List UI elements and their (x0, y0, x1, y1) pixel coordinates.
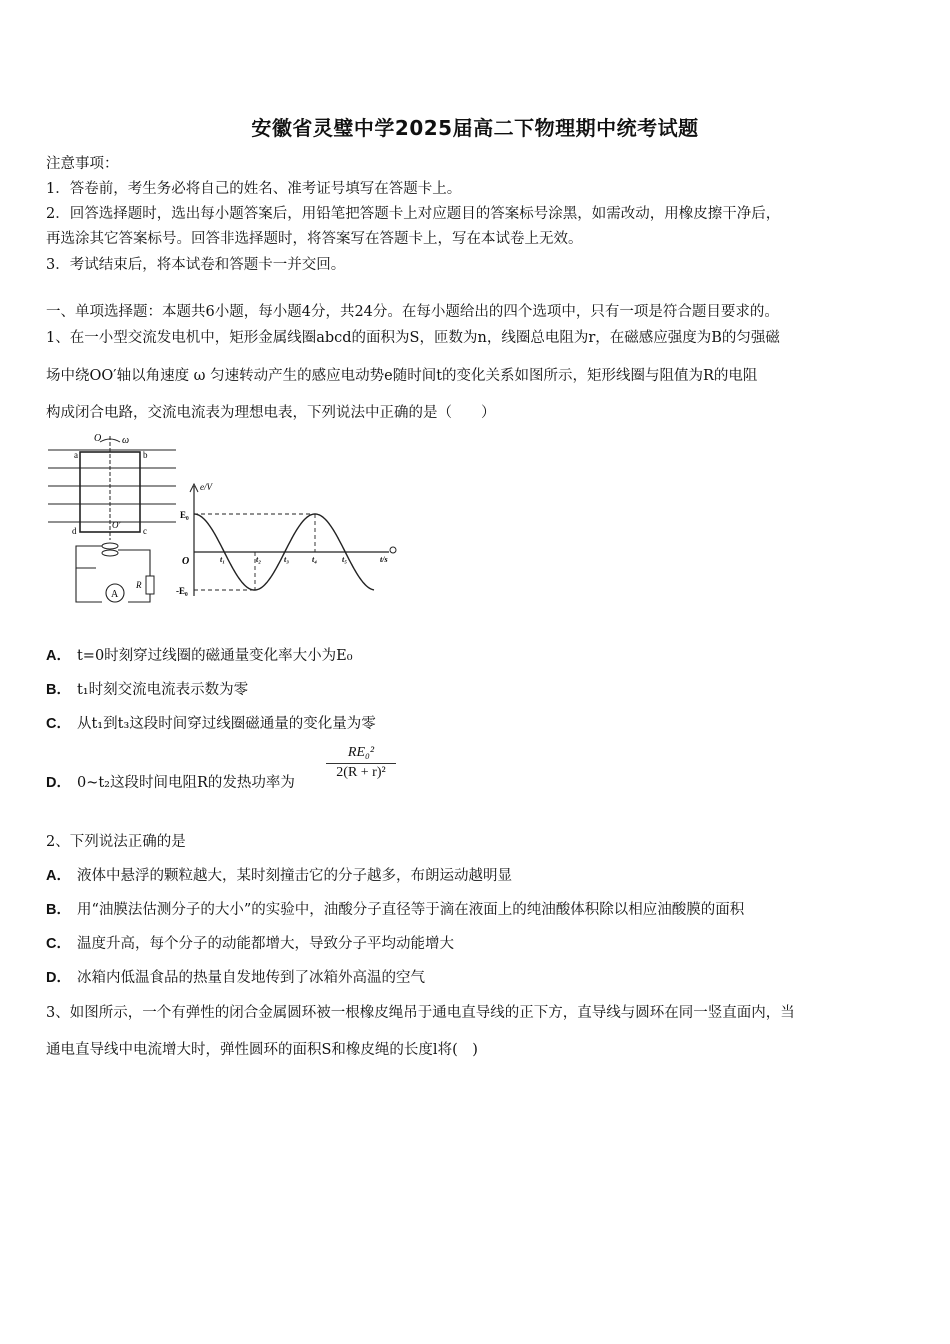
e0-label: E₀ (180, 510, 189, 520)
question-3-line: 通电直导线中电流增大时，弹性圆环的面积S和橡皮绳的长度l将( ) (46, 1042, 478, 1058)
question-1-line: 1、在一小型交流发电机中，矩形金属线圈abcd的面积为S，匝数为n，线圈总电阻为r，在磁感应强度为B的匀强磁 (46, 330, 780, 346)
option-letter: A． (46, 648, 71, 664)
rotation-arrow-icon (100, 439, 120, 442)
q1-option-c[interactable] (46, 712, 376, 733)
q2-option-d[interactable] (46, 966, 425, 987)
axis-label-o: O (94, 433, 102, 444)
emf-graph (176, 482, 396, 596)
q2-option-a[interactable] (46, 864, 512, 885)
field-lines (48, 450, 176, 522)
generator-figure (44, 428, 404, 608)
resistor-label: R (136, 580, 142, 590)
option-text: 0~t₂这段时间电阻R的发热功率为 (76, 775, 295, 791)
axis-label-o-prime: O′ (112, 520, 121, 530)
option-text: 用“油膜法估测分子的大小”的实验中，油酸分子直径等于滴在液面上的纯油酸体积除以相应油酸膜的面积 (76, 902, 745, 918)
resistor (146, 576, 154, 594)
t2-label: t₂ (256, 555, 262, 564)
corner-c: c (143, 526, 147, 536)
origin-label: O (182, 556, 190, 567)
option-text: 冰箱内低温食品的热量自发地传到了冰箱外高温的空气 (76, 970, 425, 986)
corner-a: a (74, 450, 78, 460)
power-fraction (326, 745, 396, 781)
notice-heading: 注意事项： (46, 156, 119, 172)
fraction-denominator: 2(R + r)² (336, 765, 386, 780)
option-letter: B． (46, 682, 71, 698)
q1-option-b[interactable] (46, 678, 248, 699)
neg-e0-label: -E₀ (176, 586, 188, 596)
question-1-line: 构成闭合电路，交流电流表为理想电表，下列说法中正确的是（ ） (46, 405, 496, 421)
corner-b: b (143, 450, 148, 460)
question-2-stem: 2、下列说法正确的是 (46, 834, 186, 850)
option-letter: D． (46, 970, 71, 986)
option-text: 从t₁到t₃这段时间穿过线圈磁通量的变化量为零 (76, 716, 376, 732)
option-letter: B． (46, 902, 71, 918)
option-text: 液体中悬浮的颗粒越大，某时刻撞击它的分子越多，布朗运动越明显 (76, 868, 512, 884)
t5-label: t₅ (342, 555, 348, 564)
q2-option-b[interactable] (46, 898, 744, 919)
option-text: t=0时刻穿过线圈的磁通量变化率大小为E₀ (76, 648, 353, 664)
question-1-line: 场中绕OO′轴以角速度 ω 匀速转动产生的感应电动势e随时间t的变化关系如图所示，矩形线圈与阻值为R的电阻 (46, 368, 758, 384)
corner-d: d (72, 526, 77, 536)
option-letter: A． (46, 868, 71, 884)
fraction-numerator: RE₀² (347, 745, 375, 760)
option-text: t₁时刻交流电流表示数为零 (76, 682, 249, 698)
section-heading: 一、单项选择题：本题共6小题，每小题4分，共24分。在每小题给出的四个选项中，只有一项是符合题目要求的。 (46, 304, 779, 320)
page-title: 安徽省灵璧中学2025届高二下物理期中统考试题 (251, 116, 699, 140)
question-3-line: 3、如图所示，一个有弹性的闭合金属圆环被一根橡皮绳吊于通电直导线的正下方，直导线与圆环在同一竖直面内，当 (46, 1005, 795, 1021)
q2-option-c[interactable] (46, 932, 454, 953)
axis-t-label: t/s (380, 555, 388, 564)
option-text: 温度升高，每个分子的动能都增大，导致分子平均动能增大 (76, 936, 454, 952)
notice-item: 2．回答选择题时，选出每小题答案后，用铅笔把答题卡上对应题目的答案标号涂黑，如需改动，用橡皮擦干净后， (46, 206, 781, 222)
option-letter: C． (46, 936, 71, 952)
notice-item: 再选涂其它答案标号。回答非选择题时，将答案写在答题卡上，写在本试卷上无效。 (46, 231, 583, 247)
option-letter: D． (46, 775, 71, 791)
axis-y-label: e/V (200, 482, 212, 492)
t1-label: t₁ (220, 555, 226, 564)
ammeter-label: A (111, 589, 119, 600)
option-letter: C． (46, 716, 71, 732)
t3-label: t₃ (284, 555, 290, 564)
notice-item: 3．考试结束后，将本试卷和答题卡一并交回。 (46, 257, 346, 273)
omega-label: ω (122, 435, 130, 446)
q1-option-d[interactable] (46, 771, 295, 792)
notice-item: 1．答卷前，考生务必将自己的姓名、准考证号填写在答题卡上。 (46, 181, 462, 197)
t4-label: t₄ (312, 555, 318, 564)
q1-option-a[interactable] (46, 644, 353, 665)
